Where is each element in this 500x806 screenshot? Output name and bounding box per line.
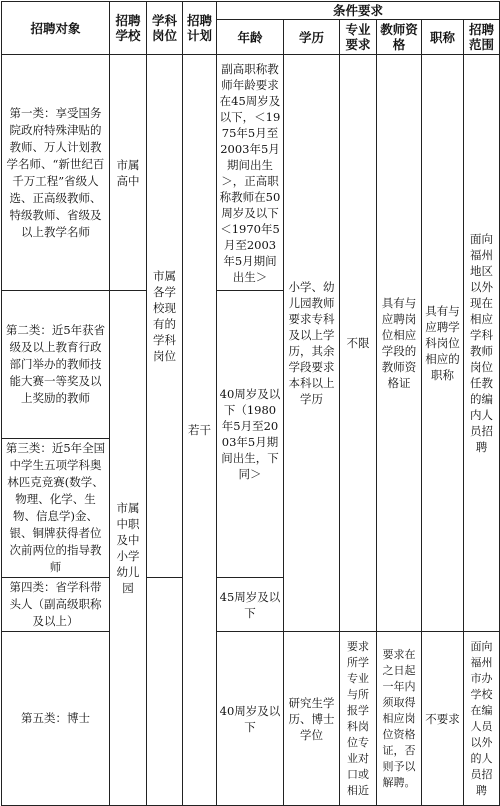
header-age: 年龄 xyxy=(217,20,284,55)
plan-cell: 若干 xyxy=(183,55,217,806)
header-scope: 招聘范围 xyxy=(464,20,500,55)
scope-rows-1-4: 面向福州地区以外现在相应学科教师岗位任教的编内人员招聘 xyxy=(464,55,500,632)
age-rows-2-3: 40周岁及以下（1980年5月至2003年5月期间出生，下同＞ xyxy=(217,291,284,578)
age-row-1: 副高职称教师年龄要求在45周岁及以下，＜1975年5月至2003年5月期间出生＞，正高职称教师在50周岁及以下＜1970年5月至2003年5月期间出生＞ xyxy=(217,55,284,291)
header-plan: 招聘计划 xyxy=(183,2,217,55)
category-5: 第五类：博士 xyxy=(2,632,110,806)
header-conditions: 条件要求 xyxy=(217,2,500,20)
title-row-5: 不要求 xyxy=(422,632,464,806)
header-teacher-qualification: 教师资格 xyxy=(377,20,422,55)
recruitment-table xyxy=(1,1,500,806)
major-rows-1-4: 不限 xyxy=(340,55,377,632)
age-row-4: 45周岁及以下 xyxy=(217,578,284,632)
scope-row-5: 面向福州市办学校在编人员以外的人员招聘 xyxy=(464,632,500,806)
header-row-top xyxy=(2,2,500,20)
table-row xyxy=(2,55,500,291)
age-row-5: 40周岁及以下 xyxy=(217,632,284,806)
post-empty xyxy=(147,578,183,806)
school-high-school: 市属高中 xyxy=(110,55,147,291)
education-rows-1-4: 小学、幼儿园教师要求专科及以上学历，其余学段要求本科以上学历 xyxy=(284,55,340,632)
title-rows-1-4: 具有与应聘学科岗位相应的职称 xyxy=(422,55,464,632)
header-major: 专业要求 xyxy=(340,20,377,55)
table-row xyxy=(2,632,500,806)
post-cell: 市属各学校现有的学科岗位 xyxy=(147,55,183,578)
header-target: 招聘对象 xyxy=(2,2,110,55)
header-school: 招聘学校 xyxy=(110,2,147,55)
header-title: 职称 xyxy=(422,20,464,55)
teacher-qual-row-5: 要求在之日起一年内须取得相应岗位资格证，否则予以解聘。 xyxy=(377,632,422,806)
header-post: 学科岗位 xyxy=(147,2,183,55)
category-4: 第四类：省学科带头人（副高级职称及以上） xyxy=(2,578,110,632)
header-education: 学历 xyxy=(284,20,340,55)
category-2: 第二类：近5年获省级及以上教育行政部门举办的教师技能大赛一等奖及以上奖励的教师 xyxy=(2,291,110,439)
education-row-5: 研究生学历、博士学位 xyxy=(284,632,340,806)
category-3: 第三类：近5年全国中学生五项学科奥林匹克竞赛(数学、物理、化学、生物、信息学)金、银、铜牌获得者位次前两位的指导教师 xyxy=(2,439,110,578)
teacher-qual-rows-1-4: 具有与应聘岗位相应学段的教师资格证 xyxy=(377,55,422,632)
major-row-5: 要求所学专业与所报学科岗位专业对口或相近 xyxy=(340,632,377,806)
category-1: 第一类：享受国务院政府特殊津贴的教师、万人计划教学名师、“新世纪百千万工程”省级人选、正高级教师、特级教师、省级及以上教学名师 xyxy=(2,55,110,291)
school-vocational: 市属中职及中小学幼儿园 xyxy=(110,291,147,806)
